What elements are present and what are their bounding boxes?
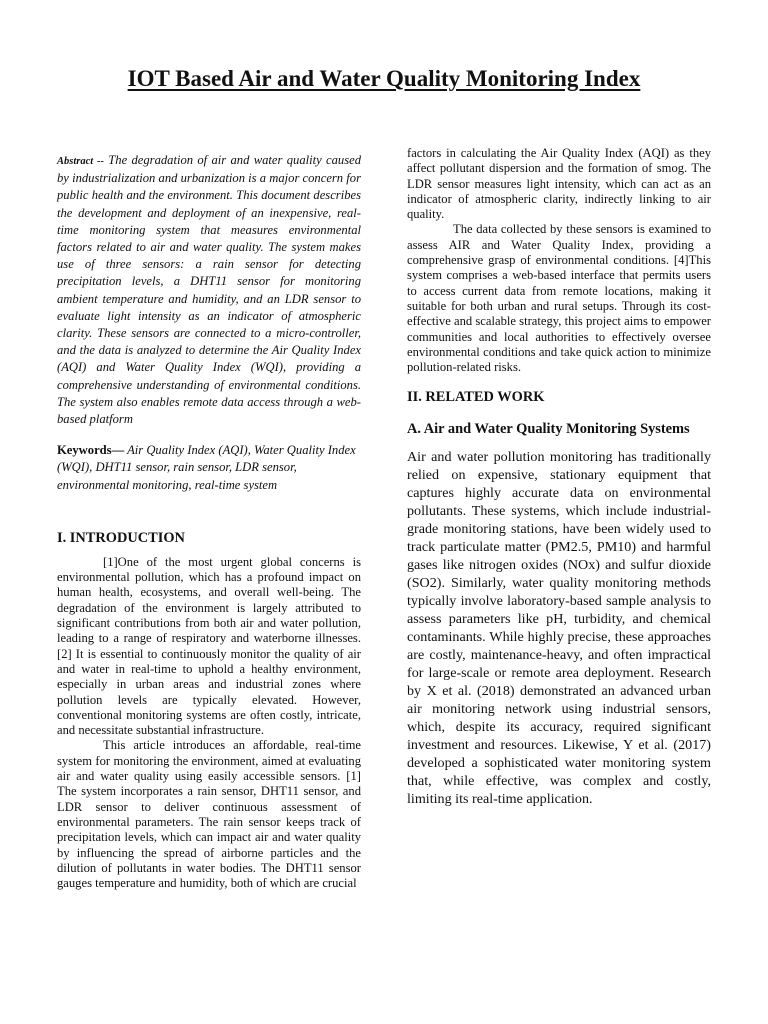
keywords-label: Keywords—	[57, 443, 125, 458]
abstract-label: Abstract --	[57, 156, 104, 167]
related-work-subheading: A. Air and Water Quality Monitoring Systems	[407, 421, 690, 438]
keywords	[57, 442, 361, 494]
introduction-paragraph-2: This article introduces an affordable, real-time system for monitoring the environment, aimed at evaluating air and water quality using easily accessible sensors. [1] The system incorporates a rain sensor, DHT11 sensor, and LDR sensor to deliver continuous assessment of environmental parameters. The rain sensor keeps track of precipitation levels, which can impact air and water quality by influencing the spread of airborne particles and the dilution of pollutants in water bodies. The DHT11 sensor gauges temperature and humidity, both of which are crucial	[57, 738, 361, 891]
related-work-paragraph: Air and water pollution monitoring has traditionally relied on expensive, stationary equipment that captures highly accurate data on environmental pollutants. These systems, which include industrial-grade monitoring stations, have been widely used to track particulate matter (PM2.5, PM10) and harmful gases like nitrogen oxides (NOx) and sulfur dioxide (SO2). Similarly, water quality monitoring methods typically involve laboratory-based sample analysis to assess parameters like pH, turbidity, and chemical contaminants. While highly precise, these approaches are costly, maintenance-heavy, and often impractical for large-scale or remote area deployment. Research by X et al. (2018) demonstrated an advanced urban air monitoring network using industrial sensors, which, despite its accuracy, required significant investment and resources. Likewise, Y et al. (2017) developed a sophisticated water monitoring system that, while effective, was complex and costly, limiting its real-time application.	[407, 449, 711, 808]
abstract-text: The degradation of air and water quality caused by industrialization and urbanization is a major concern for public health and the environment. This document describes the development and deployment of an inexpensive, real-time monitoring system that measures environmental factors related to air and water quality. The system makes use of three sensors: a rain sensor for detecting precipitation levels, a DHT11 sensor for monitoring ambient temperature and humidity, and an LDR sensor to evaluate light intensity as an indicator of atmospheric clarity. These sensors are connected to a micro-controller, and the data is analyzed to determine the Air Quality Index (AQI) and Water Quality Index (WQI), providing a comprehensive understanding of environmental conditions. The system also enables remote data access through a web-based platform	[57, 153, 361, 427]
abstract	[57, 152, 361, 428]
introduction-heading: I. INTRODUCTION	[57, 529, 185, 546]
keywords-text: Air Quality Index (AQI), Water Quality Index (WQI), DHT11 sensor, rain sensor, LDR sensor, environmental monitoring, real-time system	[57, 443, 356, 492]
introduction-paragraph-1: [1]One of the most urgent global concerns is environmental pollution, which has a profound impact on human health, ecosystems, and overall well-being. The degradation of the environment is largely attributed to significant contributions from both air and water pollution, leading to a range of respiratory and waterborne illnesses.[2] It is essential to continuously monitor the quality of air and water in real-time to uphold a healthy environment, especially in urban areas and industrial zones where pollution levels are typically elevated. However, conventional monitoring systems are often costly, intricate, and necessitate substantial infrastructure.	[57, 554, 361, 738]
continuation-paragraph: factors in calculating the Air Quality Index (AQI) as they affect pollutant dispersion and the formation of smog. The LDR sensor measures light intensity, which can act as an indicator of atmospheric clarity, indirectly linking to air quality.	[407, 146, 711, 222]
right-column	[407, 146, 711, 808]
left-column	[57, 152, 361, 891]
paper-title: IOT Based Air and Water Quality Monitoring Index	[127, 66, 641, 91]
related-work-heading: II. RELATED WORK	[407, 389, 545, 406]
data-collection-paragraph: The data collected by these sensors is examined to assess AIR and Water Quality Index, providing a comprehensive grasp of environmental conditions. [4]This system comprises a web-based interface that permits users to access current data from remote locations, making it suitable for both urban and rural setups. Through its cost-effective and scalable strategy, this project aims to empower communities and local authorities to effectively oversee environmental conditions and take quick action to minimize pollution-related risks.	[407, 222, 711, 375]
